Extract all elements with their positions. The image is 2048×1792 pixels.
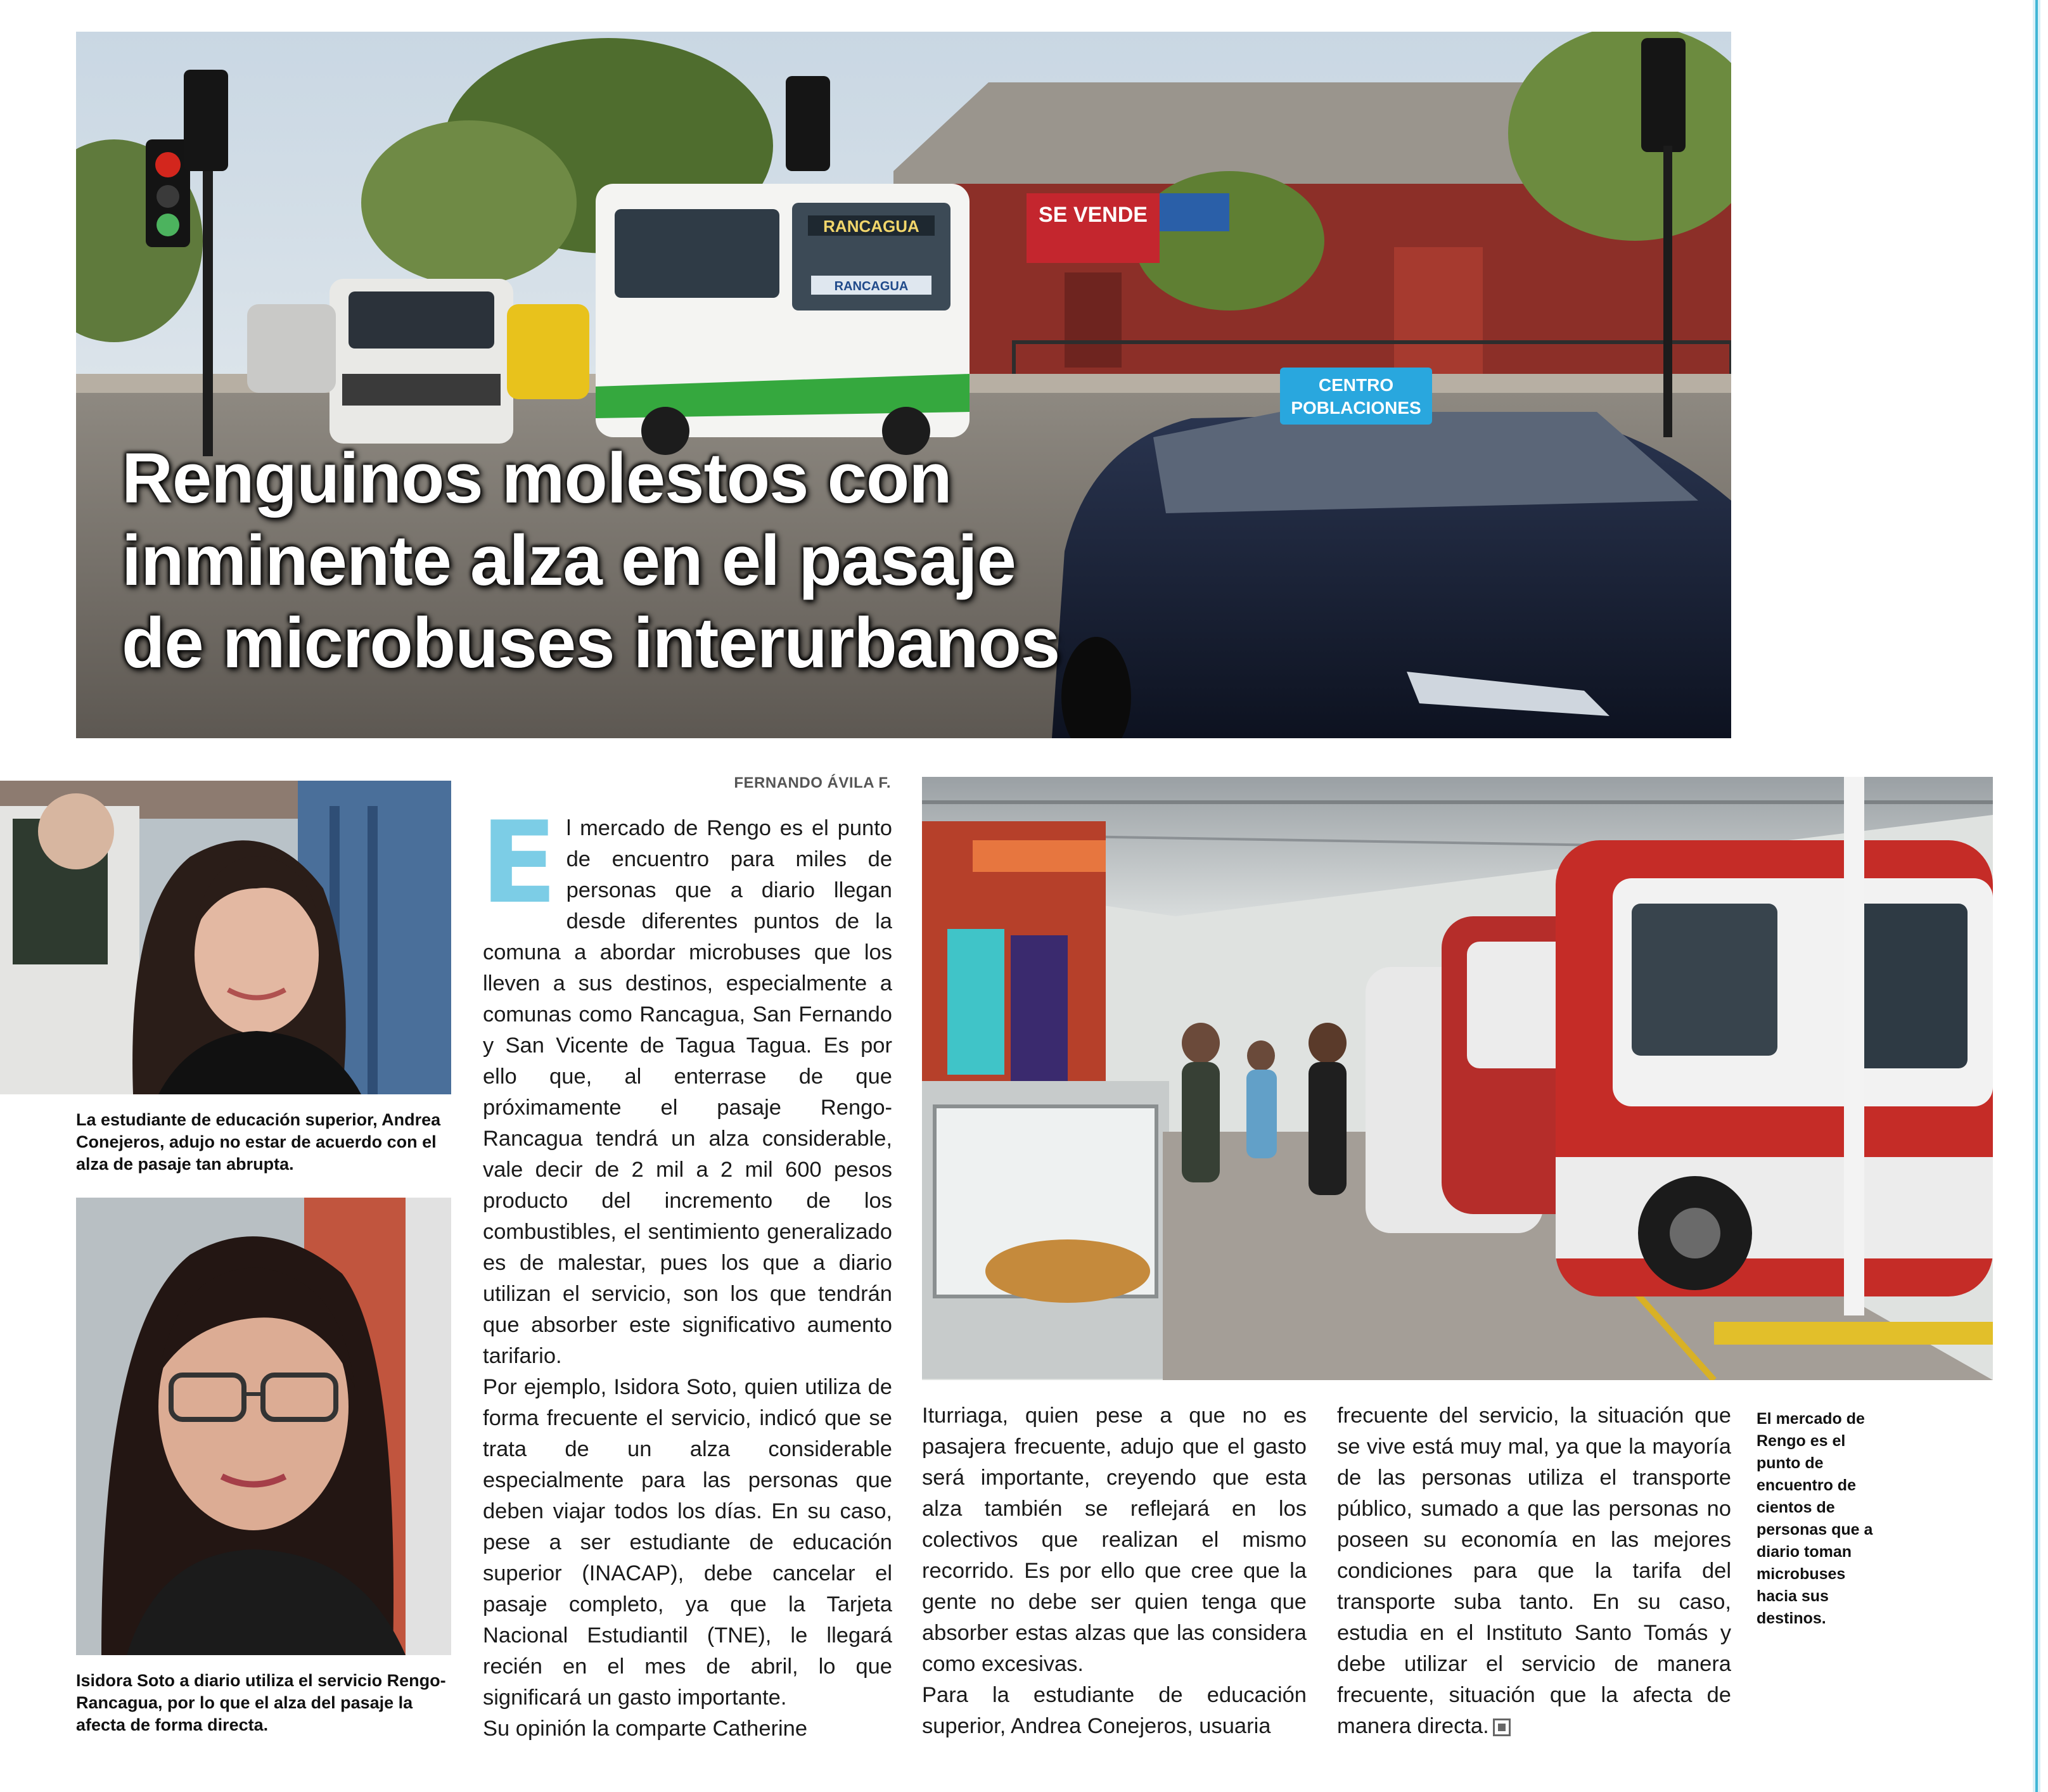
article-column-3 — [1337, 1400, 1731, 1742]
article-column-1 — [480, 797, 892, 1744]
article-column-2 — [922, 1400, 1307, 1742]
taxi-sign-line1: CENTRO — [1318, 375, 1394, 395]
bus-windshield-sign: RANCAGUA — [834, 279, 909, 293]
taxi-sign-line2: POBLACIONES — [1291, 398, 1421, 418]
bus-terminal-illustration — [922, 777, 1993, 1380]
page-edge-rule — [2035, 0, 2038, 1792]
hero-photo — [76, 32, 1731, 738]
end-of-article-icon — [1493, 1718, 1511, 1736]
caption-andrea: La estudiante de educación superior, Andrea Conejeros, adujo no estar de acuerdo con el alza de pasaje tan abrupta. — [76, 1110, 441, 1174]
article-paragraph: Por ejemplo, Isidora Soto, quien utiliza de forma frecuente el servicio, indicó que se trata de un alza considerable especialmente para las personas que deben viajar todos los días. En su caso, pese a ser estudiante de educación superior (INACAP), debe cancelar el pasaje completo, ya que la Tarjeta Nacional Estudiantil (TNE), le llegará recién en el mes de abril, lo que significará un gasto importante. — [483, 1375, 892, 1710]
article-lead-paragraph: l mercado de Rengo es el punto de encuentro para miles de personas que a diario llegan desde diferentes puntos de la comuna a abordar microbuses que los lleven a sus destinos, especialmente a comunas como Rancagua, San Fernando y San Vicente de Tagua Tagua. Es por ello que, al enterrase de que próximamente el pasaje Rengo-Rancagua tendrá un alza considerable, vale decir de 2 mil a 2 mil 600 pesos producto del incremento de los combustibles, el sentimiento generalizado es de malestar, pues los que a diario utilizan el servicio, son los que tendrán que absorber este significativo aumento tarifario. — [483, 816, 892, 1368]
drop-cap: E — [480, 797, 558, 928]
headline-line: Renguinos molestos con — [122, 438, 952, 518]
article-closing-text: frecuente del servicio, la situación que se vive está muy mal, ya que la mayoría de las personas utiliza el transporte público, sumado a que las personas no poseen su economía en las mejores condiciones para que la tarifa del transporte suba tanto. En su caso, estudia en el Instituto Santo Tomás y debe utilizar el servicio de manera frecuente, situación que la afecta de manera directa. — [1337, 1404, 1731, 1738]
article-paragraph — [1337, 1400, 1731, 1742]
portrait-photo-andrea — [0, 781, 451, 1094]
article-paragraph: Iturriaga, quien pese a que no es pasajera frecuente, adujo que el gasto será importante, creyendo que esta alza también se reflejará en los colectivos que realizan el mismo recorrido. Es por ello que cree que la gente no debe ser quien tenga que absorber estas alzas que las considera como excesivas. — [922, 1404, 1307, 1676]
portrait-isidora-illustration — [76, 1198, 451, 1655]
headline — [122, 437, 1059, 684]
caption-isidora: Isidora Soto a diario utiliza el servicio Rengo-Rancagua, por lo que el alza del pasaje la afecta de forma directa. — [76, 1671, 446, 1734]
bus-terminal-photo — [922, 777, 1993, 1380]
headline-line: inminente alza en el pasaje — [122, 521, 1016, 600]
bus-route-display: RANCAGUA — [823, 217, 919, 236]
article-paragraph: Su opinión la comparte Catherine — [483, 1717, 808, 1741]
caption-market: El mercado de Rengo es el punto de encuentro de cientos de personas que a diario toman microbuses hacia sus destinos. — [1757, 1410, 1873, 1627]
headline-line: de microbuses interurbanos — [122, 603, 1060, 682]
byline: FERNANDO ÁVILA F. — [734, 774, 891, 791]
portrait-photo-isidora — [76, 1198, 451, 1655]
portrait-andrea-illustration — [0, 781, 451, 1094]
for-sale-sign: SE VENDE — [1039, 203, 1148, 227]
article-paragraph: Para la estudiante de educación superior, Andrea Conejeros, usuaria — [922, 1683, 1307, 1738]
